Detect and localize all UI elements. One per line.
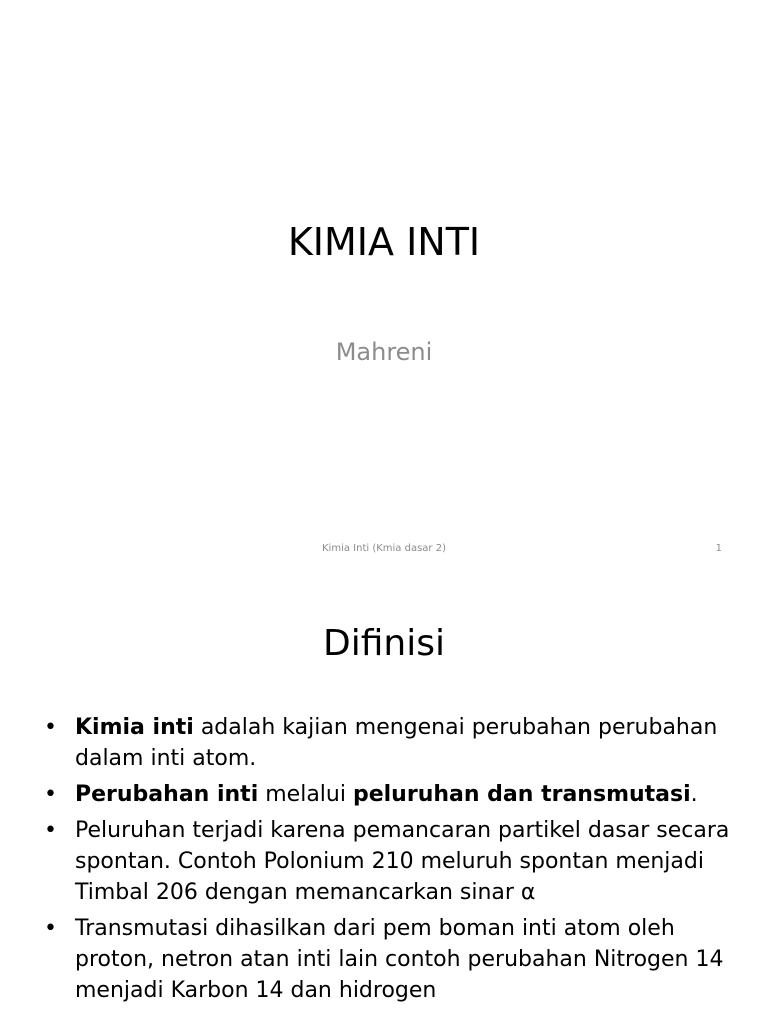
bullet-bold-text: Perubahan inti [75, 782, 259, 807]
slide-title: KIMIA INTI [287, 220, 481, 264]
slide-footer: Kimia Inti (Kmia dasar 2) [322, 543, 446, 554]
bullet-icon: • [44, 818, 57, 843]
bullet-text: . [690, 782, 698, 807]
bullet-icon: • [44, 782, 57, 807]
bullet-icon: • [44, 916, 57, 941]
bullet-text: Peluruhan terjadi karena pemancaran partikel dasar secara spontan. Contoh Polonium 210 meluruh spontan menjadi Timbal 206 dengan memancarkan sinar α [75, 818, 730, 905]
bullet-list [44, 712, 734, 1011]
bullet-text: Transmutasi dihasilkan dari pem boman inti atom oleh proton, netron atan inti lain contoh perubahan Nitrogen 14 menjadi Karbon 14 dan hidrogen [75, 916, 724, 1003]
bullet-text: melalui [258, 782, 353, 807]
page-number: 1 [715, 543, 722, 554]
bullet-item [44, 815, 734, 908]
slide-title: Difinisi [323, 623, 445, 664]
bullet-item [44, 913, 734, 1006]
bullet-icon: • [44, 715, 57, 740]
bullet-item [44, 779, 734, 810]
bullet-bold-text: peluruhan dan transmutasi [352, 782, 691, 807]
bullet-text: adalah kajian mengenai perubahan perubahan dalam inti atom. [75, 715, 718, 771]
bullet-item [44, 712, 734, 774]
slide-subtitle: Mahreni [335, 338, 433, 366]
slide-2 [0, 576, 768, 1024]
bullet-bold-text: Kimia inti [75, 715, 194, 740]
